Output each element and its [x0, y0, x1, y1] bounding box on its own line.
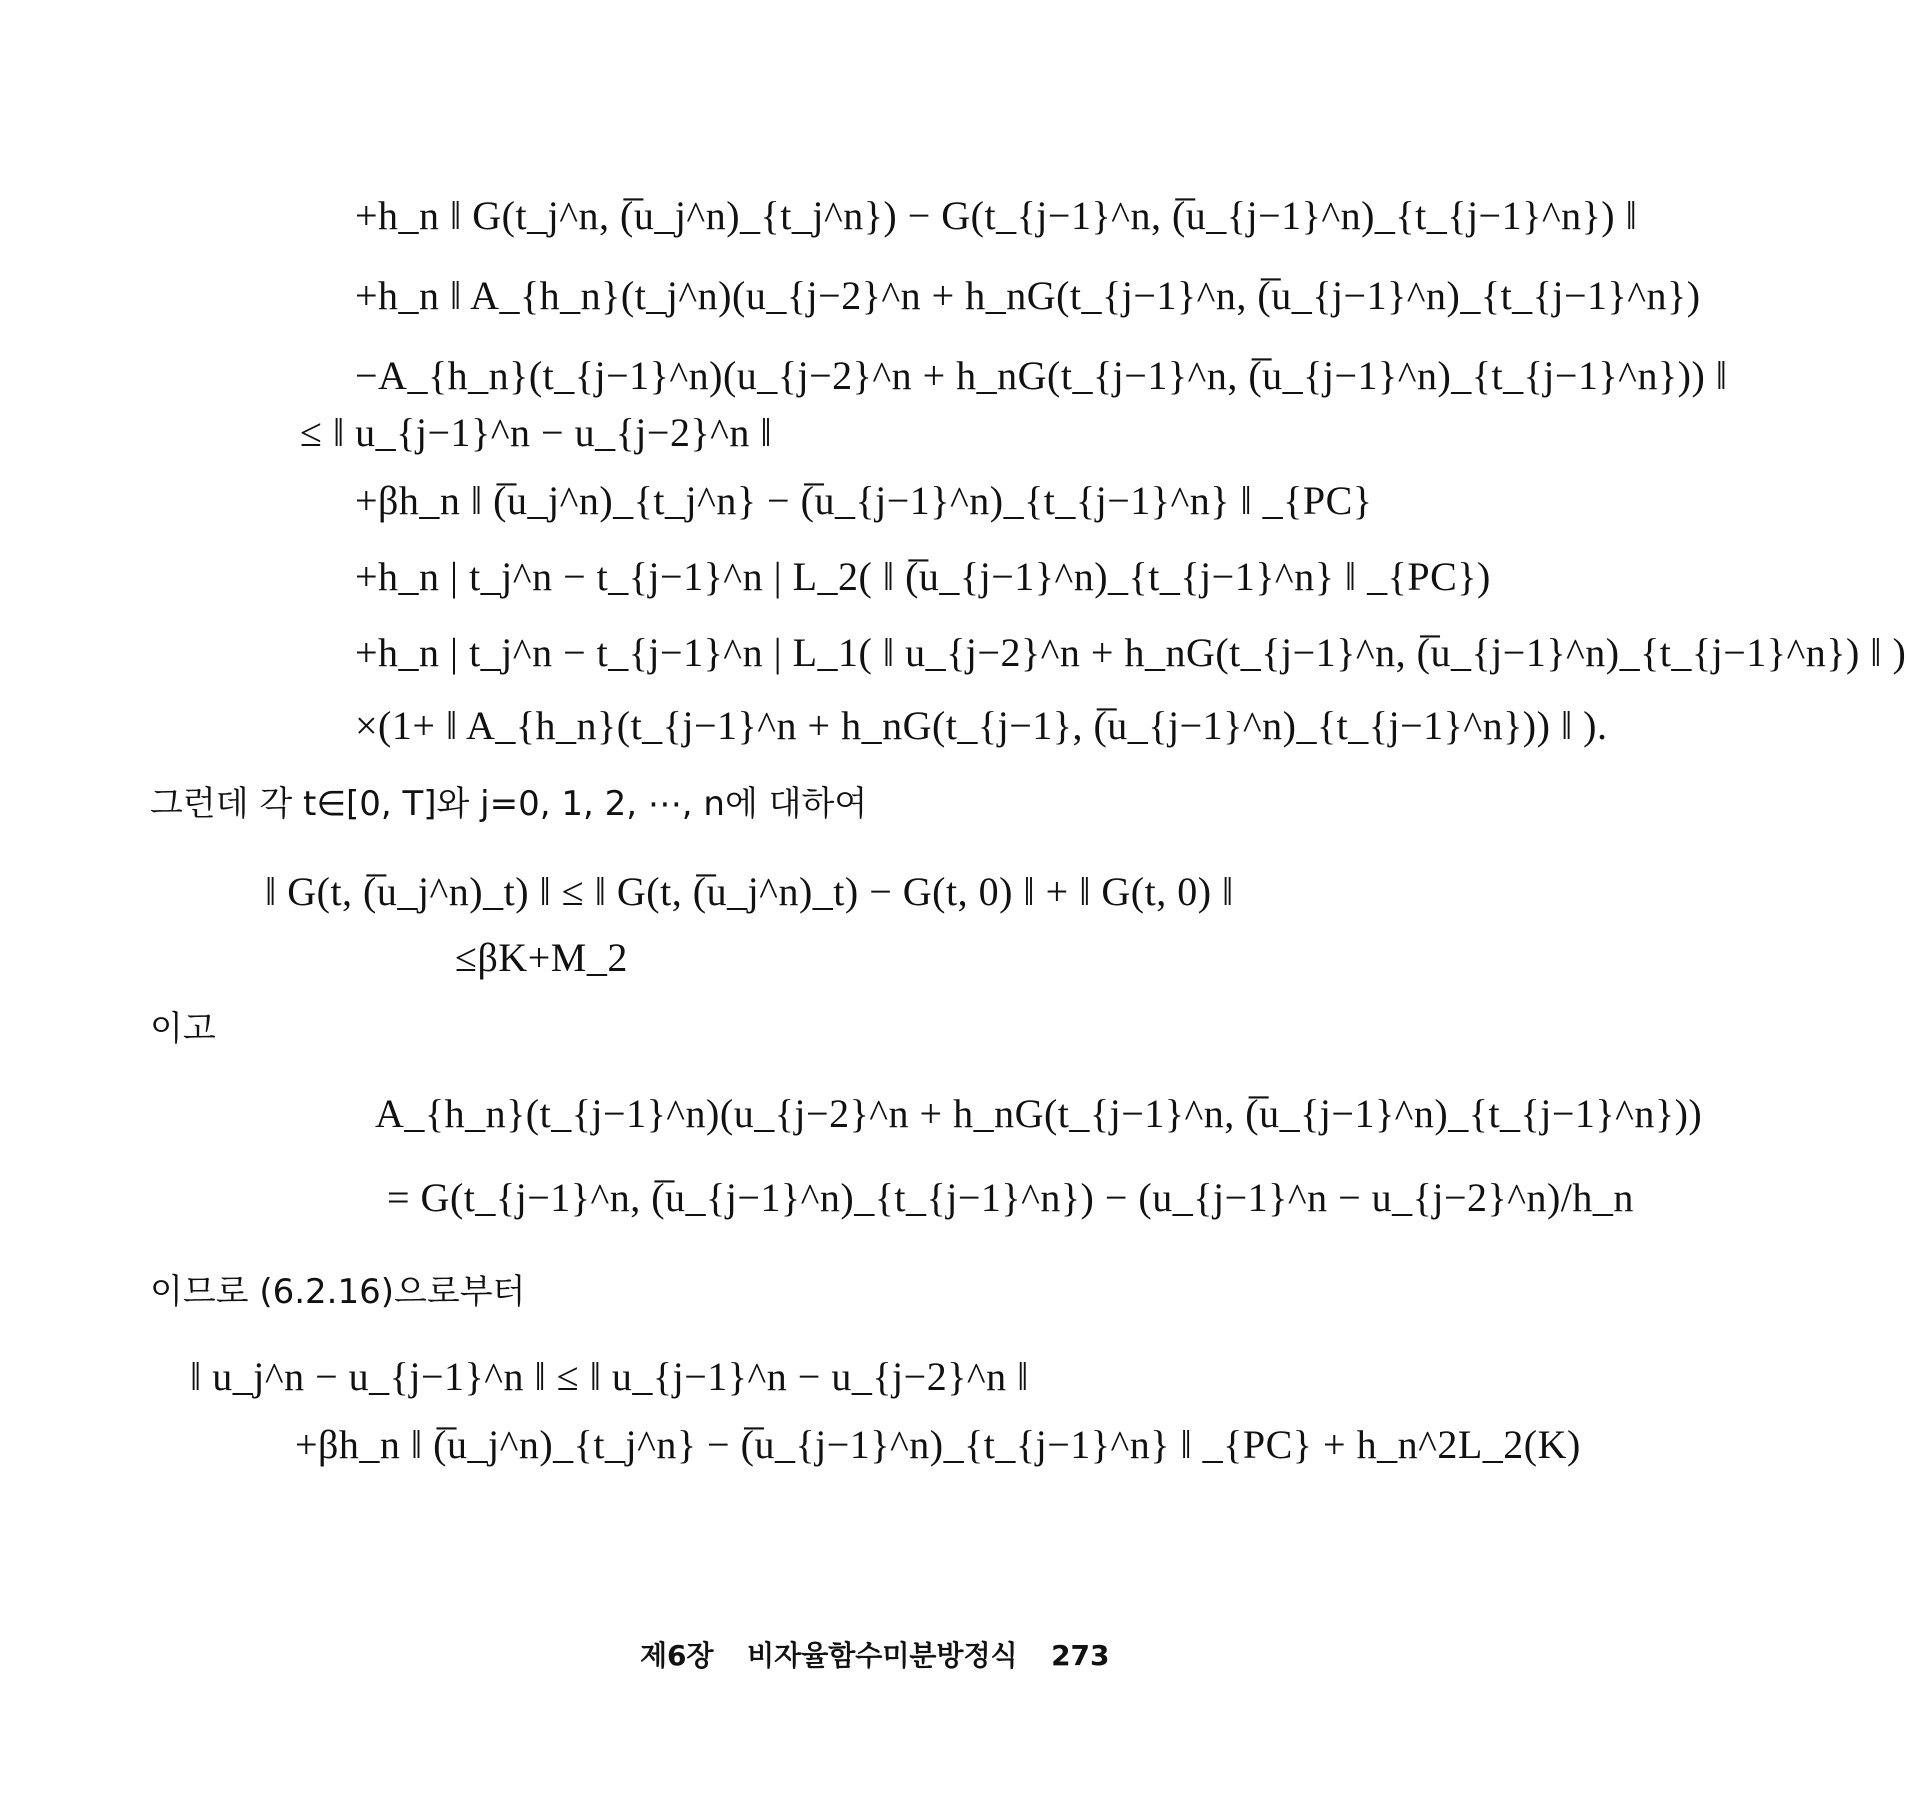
equation-line-1 — [355, 193, 1638, 238]
equation-line-9-text: ‖ G(t, (̅u_j^n)_t) ‖ ≤ ‖ G(t, (̅u_j^n)_t) − G(t, 0) ‖ + ‖ G(t, 0) ‖ — [265, 869, 1234, 914]
equation-line-3 — [355, 353, 1728, 398]
equation-line-1-text: +h_n ‖ G(t_j^n, (̅u_j^n)_{t_j^n}) − G(t_{j−1}^n, (̅u_{j−1}^n)_{t_{j−1}^n}) ‖ — [355, 193, 1638, 238]
page-footer — [640, 1639, 1110, 1672]
prose-line-1 — [150, 784, 868, 824]
equation-line-13 — [190, 1354, 1029, 1399]
equation-line-14 — [295, 1422, 1581, 1467]
prose-line-3 — [150, 1272, 526, 1312]
chapter-label: 제6장 — [640, 1639, 714, 1672]
equation-line-6-text: +h_n | t_j^n − t_{j−1}^n | L_2( ‖ (̅u_{j−1}^n)_{t_{j−1}^n} ‖ _{PC}) — [355, 554, 1491, 599]
equation-line-2 — [355, 273, 1701, 318]
equation-line-12 — [387, 1175, 1634, 1220]
equation-line-4 — [300, 410, 773, 455]
equation-line-14-text: +βh_n ‖ (̅u_j^n)_{t_j^n} − (̅u_{j−1}^n)_{t_{j−1}^n} ‖ _{PC} + h_n^2L_2(K) — [295, 1422, 1581, 1467]
equation-line-7 — [355, 630, 1906, 675]
equation-line-5 — [355, 478, 1373, 523]
equation-line-8 — [355, 703, 1608, 748]
equation-line-11-text: A_{h_n}(t_{j−1}^n)(u_{j−2}^n + h_nG(t_{j−1}^n, (̅u_{j−1}^n)_{t_{j−1}^n})) — [375, 1091, 1703, 1136]
equation-line-6 — [355, 554, 1491, 599]
equation-line-9 — [265, 869, 1234, 914]
page-number: 273 — [1051, 1639, 1110, 1672]
equation-line-10-text: ≤βK+M_2 — [455, 935, 628, 980]
prose-line-2-text: 이고 — [150, 1009, 216, 1049]
prose-line-2 — [150, 1009, 216, 1049]
equation-line-12-text: = G(t_{j−1}^n, (̅u_{j−1}^n)_{t_{j−1}^n}) − (u_{j−1}^n − u_{j−2}^n)/h_n — [387, 1175, 1634, 1220]
equation-line-2-text: +h_n ‖ A_{h_n}(t_j^n)(u_{j−2}^n + h_nG(t_{j−1}^n, (̅u_{j−1}^n)_{t_{j−1}^n}) — [355, 273, 1701, 318]
equation-line-10 — [455, 935, 628, 980]
chapter-title: 비자율함수미분방정식 — [747, 1639, 1018, 1672]
prose-line-3-text: 이므로 (6.2.16)으로부터 — [150, 1272, 526, 1312]
equation-line-13-text: ‖ u_j^n − u_{j−1}^n ‖ ≤ ‖ u_{j−1}^n − u_{j−2}^n ‖ — [190, 1354, 1029, 1399]
equation-line-4-text: ≤ ‖ u_{j−1}^n − u_{j−2}^n ‖ — [300, 410, 773, 455]
equation-line-8-text: ×(1+ ‖ A_{h_n}(t_{j−1}^n + h_nG(t_{j−1}, (̅u_{j−1}^n)_{t_{j−1}^n})) ‖ ). — [355, 703, 1608, 748]
prose-line-1-text: 그런데 각 t∈[0, T]와 j=0, 1, 2, ⋯, n에 대하여 — [150, 784, 868, 824]
equation-line-11 — [375, 1091, 1703, 1136]
equation-line-5-text: +βh_n ‖ (̅u_j^n)_{t_j^n} − (̅u_{j−1}^n)_{t_{j−1}^n} ‖ _{PC} — [355, 478, 1373, 523]
equation-line-7-text: +h_n | t_j^n − t_{j−1}^n | L_1( ‖ u_{j−2}^n + h_nG(t_{j−1}^n, (̅u_{j−1}^n)_{t_{j−1}^n}) ‖ ) — [355, 630, 1906, 675]
equation-line-3-text: −A_{h_n}(t_{j−1}^n)(u_{j−2}^n + h_nG(t_{j−1}^n, (̅u_{j−1}^n)_{t_{j−1}^n})) ‖ — [355, 353, 1728, 398]
